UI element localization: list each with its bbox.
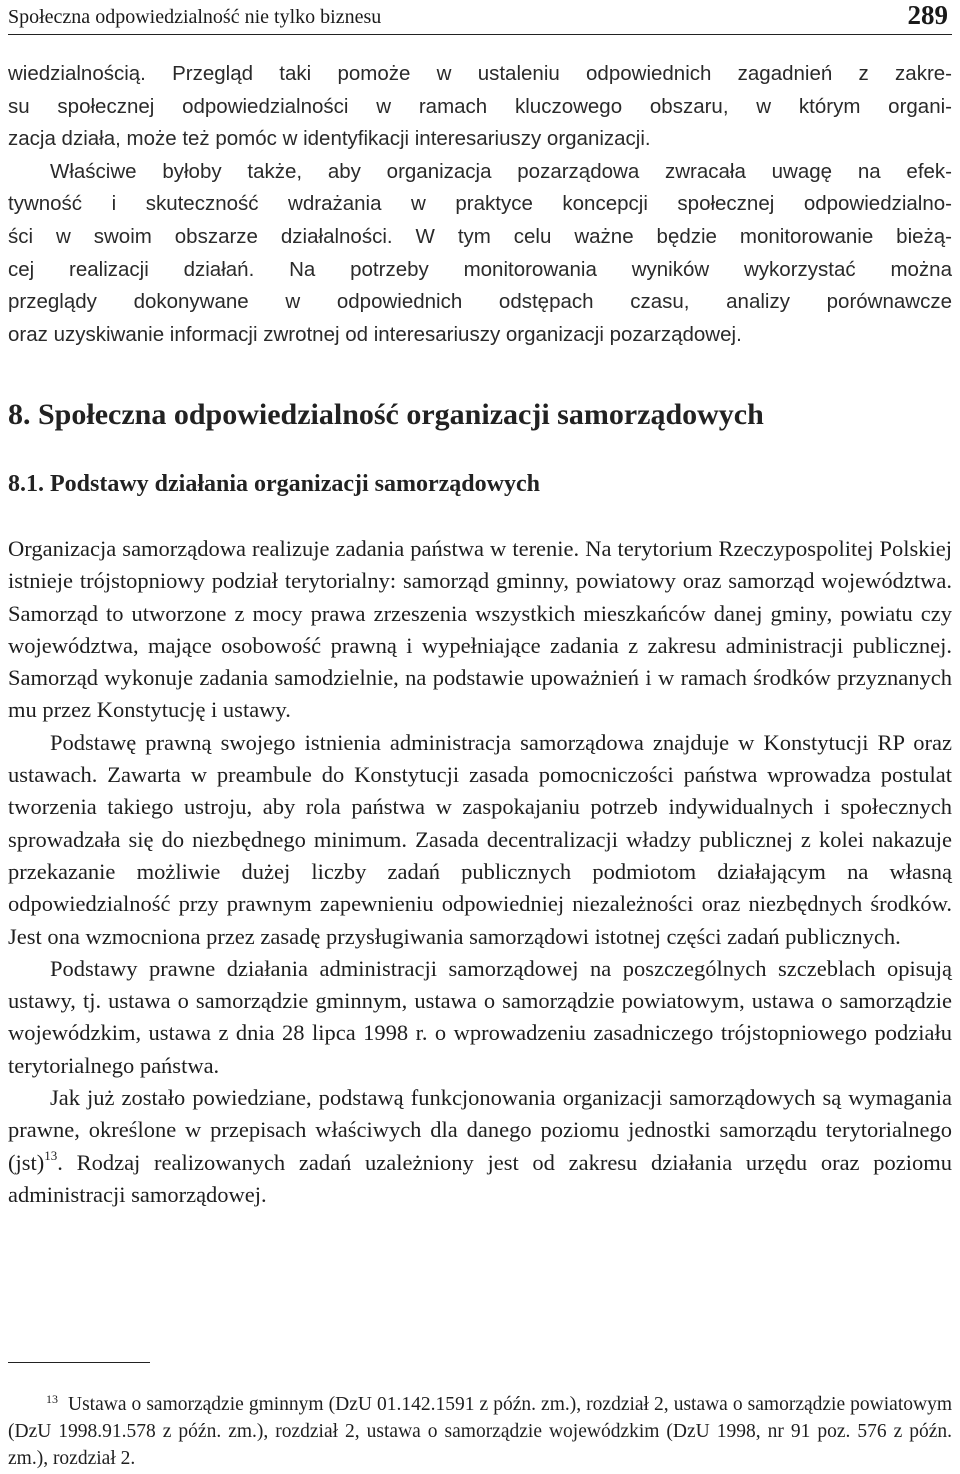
footnote-mark: 13 bbox=[46, 1391, 58, 1406]
intro-line: przeglądy dokonywane w odpowiednich odstępach czasu, analizy porównawcze bbox=[8, 290, 952, 314]
intro-line: wiedzialnością. Przegląd taki pomoże w ustaleniu odpowiednich zagadnień z zakre- bbox=[8, 62, 952, 85]
footnote-text: Ustawa o samorządzie gminnym (DzU 01.142.1591 z późn. zm.), rozdział 2, ustawa o samorządzie powiatowym (DzU 1998.91.578 z późn. zm.), rozdział 2, ustawa o samorządzie wojewódzkim (DzU 1998, nr 91 poz. 576 z późn. zm.), rozdział 2. bbox=[8, 1394, 952, 1469]
running-title: Społeczna odpowiedzialność nie tylko biznesu bbox=[8, 6, 382, 28]
intro-line: Właściwe byłoby także, aby organizacja pozarządowa zwracała uwagę na efek- bbox=[50, 159, 952, 183]
subsection-heading: 8.1. Podstawy działania organizacji samorządowych bbox=[8, 471, 540, 497]
page-number: 289 bbox=[907, 0, 948, 30]
paragraph-2: Podstawę prawną swojego istnienia administracja samorządowa znajduje w Konstytucji RP oraz ustawach. Zawarta w preambule do Konstytucji zasada pomocniczości państwa wprowadza postulat tworzenia takiego ustroju, aby rola państwa w zaspokajaniu potrzeb indywidualnych i społecznych sprowadzała się do niezbędnego minimum. Zasada decentralizacji władzy publicznej z kolei nakazuje przekazanie możliwie dużej liczby zadań publicznych podmiotom działającym na własną odpowiedzialność przy prawnym zapewnieniu odpowiedniej niezależności oraz niezbędnych środków. Jest ona wzmocniona przez zasadę przysługiwania samorządowi istotnej części zadań publicznych. bbox=[8, 729, 952, 949]
paragraph-1: Organizacja samorządowa realizuje zadania państwa w terenie. Na terytorium Rzeczypospolitej Polskiej istnieje trójstopniowy podział terytorialny: samorząd gminny, powiatowy oraz samorząd województwa. Samorząd to utworzone z mocy prawa zrzeszenia wszystkich mieszkańców danej gminy, powiatu czy województwa, mające osobowość prawną i wypełniające zadania z zakresu administracji publicznej. Samorząd wykonuje zadania samodzielnie, na podstawie upoważnień i w ramach środków przyznanych mu przez Konstytucję i ustawy. bbox=[8, 536, 952, 723]
intro-line: ści w swoim obszarze działalności. W tym celu ważne będzie monitorowanie bieżą- bbox=[8, 224, 952, 248]
intro-line: cej realizacji działań. Na potrzeby monitorowania wyników wykorzystać można bbox=[8, 257, 952, 281]
section-heading: 8. Społeczna odpowiedzialność organizacji samorządowych bbox=[8, 398, 764, 431]
intro-line: zacja działa, może też pomóc w identyfikacji interesariuszy organizacji. bbox=[8, 127, 651, 151]
intro-line: oraz uzyskiwanie informacji zwrotnej od interesariuszy organizacji pozarządowej. bbox=[8, 322, 742, 346]
footnote-divider bbox=[8, 1362, 150, 1363]
intro-line: su społecznej odpowiedzialności w ramach kluczowego obszaru, w którym organi- bbox=[8, 94, 952, 118]
intro-text bbox=[8, 58, 952, 351]
paragraph-4-text: Jak już zostało powiedziane, podstawą funkcjonowania organizacji samorządowych są wymagania prawne, określone w przepisach właściwych dla danego poziomu jednostki samorządu terytorialnego (jst) bbox=[8, 1085, 952, 1175]
paragraph-4 bbox=[8, 1082, 952, 1211]
footnote-reference[interactable]: 13 bbox=[44, 1148, 58, 1164]
paragraph-3: Podstawy prawne działania administracji samorządowej na poszczególnych szczeblach opisują ustawy, tj. ustawa o samorządzie gminnym, ustawa o samorządzie powiatowym, ustawa o samorządzie wojewódzkim, ustawa z dnia 28 lipca 1998 r. o wprowadzeniu zasadniczego trójstopniowego podziału terytorialnego państwa. bbox=[8, 955, 952, 1078]
running-header bbox=[8, 0, 952, 35]
paragraph-4-text-end: . Rodzaj realizowanych zadań uzależniony jest od zakresu działania urzędu oraz poziomu administracji samorządowej. bbox=[8, 1149, 952, 1207]
intro-line: tywność i skuteczność wdrażania w praktyce koncepcji społecznej odpowiedzialno- bbox=[8, 192, 952, 216]
footnote bbox=[8, 1392, 952, 1472]
body-text bbox=[8, 533, 952, 1211]
